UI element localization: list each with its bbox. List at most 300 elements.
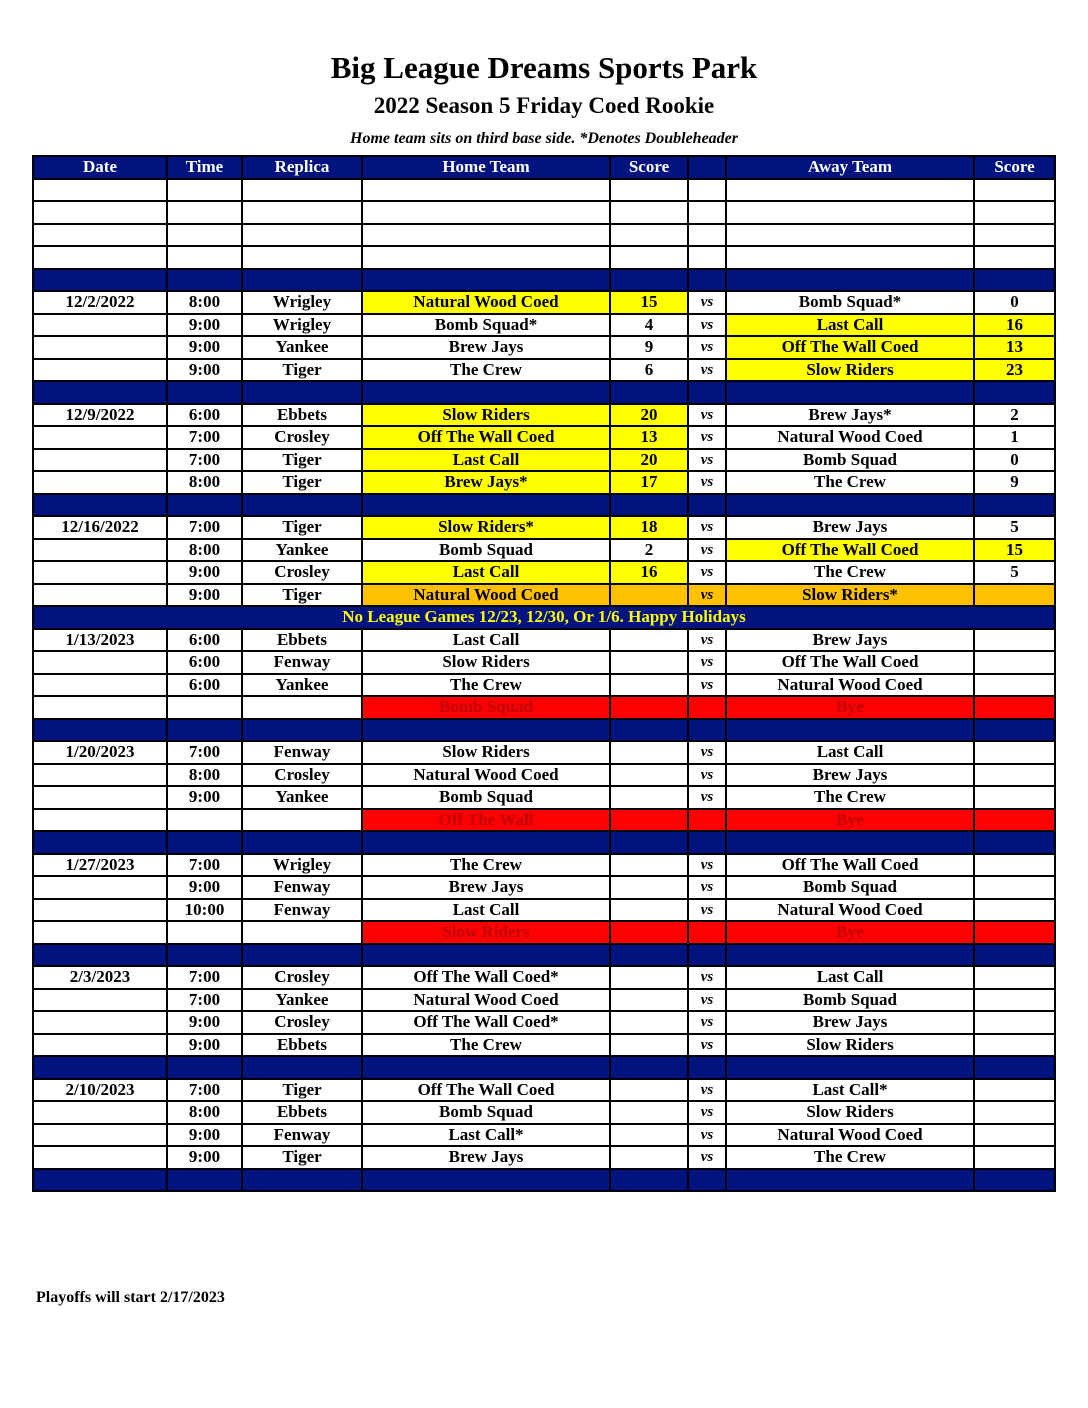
cell-date [33,786,167,809]
game-row [33,1011,1055,1034]
game-row [33,1146,1055,1169]
game-row [33,899,1055,922]
cell-time: 9:00 [167,1011,242,1034]
cell-replica [242,921,362,944]
cell-home-team: Off The Wall [362,809,610,832]
cell-home-score: 9 [610,336,688,359]
cell-vs [688,224,726,247]
cell-away-team: Slow Riders* [726,584,974,607]
cell-vs: vs [688,966,726,989]
cell-home-team: Slow Riders [362,921,610,944]
cell-away-team: Bye [726,809,974,832]
cell-vs [688,201,726,224]
cell-away-team: Natural Wood Coed [726,674,974,697]
cell-away-team: Off The Wall Coed [726,854,974,877]
cell-replica [242,269,362,292]
cell-home-team: Bomb Squad [362,1101,610,1124]
cell-vs [688,1169,726,1192]
cell-home-score [610,719,688,742]
cell-time: 9:00 [167,336,242,359]
cell-away-team: Bye [726,696,974,719]
cell-time: 7:00 [167,449,242,472]
cell-home-team: Brew Jays [362,876,610,899]
week-separator-row [33,381,1055,404]
cell-home-score [610,1146,688,1169]
cell-time: 9:00 [167,1034,242,1057]
cell-away-team [726,269,974,292]
cell-home-score: 20 [610,404,688,427]
cell-time: 8:00 [167,291,242,314]
cell-time: 6:00 [167,674,242,697]
cell-home-team: Off The Wall Coed [362,1079,610,1102]
cell-away-team: Brew Jays* [726,404,974,427]
cell-away-team [726,719,974,742]
cell-replica: Tiger [242,516,362,539]
cell-home-score [610,1011,688,1034]
cell-date [33,336,167,359]
cell-away-score [974,966,1055,989]
cell-away-score [974,921,1055,944]
cell-vs [688,381,726,404]
cell-date [33,899,167,922]
game-row [33,989,1055,1012]
cell-replica: Crosley [242,561,362,584]
cell-away-team: Brew Jays [726,629,974,652]
cell-replica: Wrigley [242,314,362,337]
cell-replica: Crosley [242,966,362,989]
cell-away-team: Natural Wood Coed [726,1124,974,1147]
game-row [33,1079,1055,1102]
cell-date: 12/9/2022 [33,404,167,427]
cell-away-score [974,854,1055,877]
cell-home-team: Off The Wall Coed* [362,966,610,989]
cell-home-team: Slow Riders [362,404,610,427]
cell-home-score [610,1124,688,1147]
cell-home-score: 20 [610,449,688,472]
cell-home-team: Natural Wood Coed [362,764,610,787]
week-separator-row [33,1169,1055,1192]
cell-vs: vs [688,1079,726,1102]
cell-home-team: Last Call* [362,1124,610,1147]
game-row [33,921,1055,944]
cell-home-score [610,854,688,877]
cell-home-team: Bomb Squad [362,696,610,719]
cell-away-team: Brew Jays [726,764,974,787]
cell-date [33,359,167,382]
cell-replica: Wrigley [242,854,362,877]
cell-vs: vs [688,786,726,809]
cell-away-score: 15 [974,539,1055,562]
cell-replica: Ebbets [242,404,362,427]
cell-away-team: Slow Riders [726,1034,974,1057]
cell-away-score [974,224,1055,247]
cell-vs: vs [688,1124,726,1147]
cell-date [33,269,167,292]
cell-home-team: The Crew [362,854,610,877]
cell-away-score [974,876,1055,899]
cell-away-score [974,246,1055,269]
cell-time: 8:00 [167,1101,242,1124]
cell-home-team: Last Call [362,561,610,584]
cell-time [167,224,242,247]
col-header-away-team: Away Team [726,156,974,179]
cell-home-team: Bomb Squad* [362,314,610,337]
cell-time [167,809,242,832]
cell-away-score [974,696,1055,719]
cell-vs: vs [688,651,726,674]
cell-home-team: Bomb Squad [362,786,610,809]
cell-home-score [610,764,688,787]
week-separator-row [33,1056,1055,1079]
cell-replica: Fenway [242,876,362,899]
cell-time: 7:00 [167,989,242,1012]
game-row [33,516,1055,539]
cell-date [33,1146,167,1169]
cell-home-team [362,944,610,967]
cell-replica: Yankee [242,336,362,359]
cell-replica [242,224,362,247]
cell-time: 7:00 [167,426,242,449]
cell-away-team: Bye [726,921,974,944]
cell-away-team: Off The Wall Coed [726,651,974,674]
cell-date [33,674,167,697]
cell-time: 8:00 [167,539,242,562]
cell-date [33,1011,167,1034]
cell-replica: Ebbets [242,1101,362,1124]
cell-home-team: Natural Wood Coed [362,291,610,314]
cell-replica: Tiger [242,584,362,607]
cell-date [33,471,167,494]
cell-vs [688,1056,726,1079]
cell-vs: vs [688,629,726,652]
cell-vs: vs [688,291,726,314]
cell-away-team [726,246,974,269]
cell-time: 9:00 [167,876,242,899]
cell-vs: vs [688,674,726,697]
cell-date [33,831,167,854]
cell-away-score [974,381,1055,404]
cell-away-team: Bomb Squad [726,449,974,472]
cell-date [33,201,167,224]
cell-away-score [974,1011,1055,1034]
cell-replica: Ebbets [242,1034,362,1057]
game-row [33,359,1055,382]
cell-away-score: 23 [974,359,1055,382]
week-separator-row [33,494,1055,517]
cell-date: 2/10/2023 [33,1079,167,1102]
cell-date [33,921,167,944]
cell-date [33,246,167,269]
cell-time: 9:00 [167,786,242,809]
cell-time [167,494,242,517]
cell-vs: vs [688,336,726,359]
blank-row [33,224,1055,247]
cell-date [33,944,167,967]
cell-home-team [362,201,610,224]
cell-replica: Tiger [242,1079,362,1102]
week-separator-row [33,831,1055,854]
cell-replica: Yankee [242,674,362,697]
cell-away-team [726,224,974,247]
col-header-home-score: Score [610,156,688,179]
cell-vs: vs [688,404,726,427]
cell-replica [242,831,362,854]
game-row [33,809,1055,832]
cell-time: 9:00 [167,1124,242,1147]
cell-vs: vs [688,426,726,449]
cell-time: 9:00 [167,1146,242,1169]
cell-date [33,1101,167,1124]
cell-time: 8:00 [167,764,242,787]
week-separator-row [33,719,1055,742]
cell-away-team: Slow Riders [726,359,974,382]
cell-home-team: Brew Jays [362,336,610,359]
cell-away-score: 9 [974,471,1055,494]
game-row [33,651,1055,674]
cell-time [167,201,242,224]
cell-vs: vs [688,1101,726,1124]
cell-home-score [610,921,688,944]
cell-replica: Tiger [242,359,362,382]
game-row [33,696,1055,719]
cell-away-score: 13 [974,336,1055,359]
cell-date [33,539,167,562]
cell-home-score [610,809,688,832]
game-row [33,876,1055,899]
game-row [33,539,1055,562]
cell-replica: Tiger [242,449,362,472]
cell-time [167,381,242,404]
col-header-away-score: Score [974,156,1055,179]
cell-time: 7:00 [167,966,242,989]
cell-vs: vs [688,359,726,382]
cell-date: 12/2/2022 [33,291,167,314]
cell-home-team: The Crew [362,1034,610,1057]
game-row [33,449,1055,472]
cell-away-score [974,584,1055,607]
col-header-date: Date [33,156,167,179]
cell-home-team [362,1169,610,1192]
cell-home-team: Slow Riders [362,741,610,764]
cell-away-score [974,1034,1055,1057]
cell-home-score [610,651,688,674]
cell-replica: Ebbets [242,629,362,652]
cell-vs [688,494,726,517]
cell-home-score [610,696,688,719]
cell-home-score: 6 [610,359,688,382]
cell-home-score [610,1101,688,1124]
cell-time: 6:00 [167,404,242,427]
cell-home-team: Slow Riders* [362,516,610,539]
cell-away-team: Brew Jays [726,1011,974,1034]
week-separator-row [33,944,1055,967]
cell-away-team [726,179,974,202]
cell-home-score [610,381,688,404]
cell-date [33,696,167,719]
blank-row [33,246,1055,269]
col-header-home-team: Home Team [362,156,610,179]
cell-away-team: Brew Jays [726,516,974,539]
cell-vs: vs [688,516,726,539]
cell-date [33,764,167,787]
cell-away-team: The Crew [726,471,974,494]
cell-time [167,921,242,944]
cell-home-score [610,584,688,607]
cell-home-team: Bomb Squad [362,539,610,562]
cell-replica: Fenway [242,741,362,764]
cell-home-score [610,201,688,224]
cell-home-score [610,629,688,652]
col-header-replica: Replica [242,156,362,179]
cell-replica [242,494,362,517]
col-header-vs [688,156,726,179]
cell-home-score: 16 [610,561,688,584]
cell-replica: Fenway [242,1124,362,1147]
cell-vs: vs [688,539,726,562]
cell-date [33,719,167,742]
cell-home-score [610,786,688,809]
header-row [33,156,1055,179]
cell-replica: Crosley [242,1011,362,1034]
cell-home-team: Last Call [362,629,610,652]
cell-home-score [610,494,688,517]
cell-home-score: 15 [610,291,688,314]
cell-time [167,719,242,742]
cell-time: 7:00 [167,741,242,764]
cell-date [33,989,167,1012]
cell-home-team: Brew Jays* [362,471,610,494]
cell-home-score [610,1169,688,1192]
cell-date [33,179,167,202]
cell-replica [242,944,362,967]
cell-home-score [610,741,688,764]
cell-time: 6:00 [167,651,242,674]
cell-away-team: Last Call [726,314,974,337]
schedule-note: Home team sits on third base side. *Denotes Doubleheader [350,130,738,147]
cell-time: 7:00 [167,516,242,539]
game-row [33,764,1055,787]
cell-vs: vs [688,899,726,922]
cell-away-team: Off The Wall Coed [726,539,974,562]
game-row [33,471,1055,494]
cell-time: 9:00 [167,584,242,607]
cell-home-score [610,899,688,922]
cell-away-team [726,831,974,854]
game-row [33,1034,1055,1057]
cell-vs [688,696,726,719]
cell-date [33,426,167,449]
cell-away-score [974,899,1055,922]
cell-vs: vs [688,876,726,899]
cell-vs: vs [688,449,726,472]
cell-replica [242,696,362,719]
cell-date [33,449,167,472]
cell-away-team [726,494,974,517]
cell-home-team: Natural Wood Coed [362,989,610,1012]
cell-away-score [974,651,1055,674]
cell-home-score [610,246,688,269]
cell-time: 9:00 [167,314,242,337]
blank-row [33,179,1055,202]
cell-away-score: 1 [974,426,1055,449]
cell-date: 1/27/2023 [33,854,167,877]
cell-replica: Tiger [242,1146,362,1169]
cell-away-team: Bomb Squad [726,989,974,1012]
cell-date [33,561,167,584]
holiday-message: No League Games 12/23, 12/30, Or 1/6. Happy Holidays [33,606,1055,629]
cell-time [167,831,242,854]
game-row [33,1124,1055,1147]
cell-home-team [362,381,610,404]
cell-away-team: Last Call* [726,1079,974,1102]
cell-away-score [974,674,1055,697]
cell-away-score [974,719,1055,742]
cell-away-team: Off The Wall Coed [726,336,974,359]
cell-away-score [974,179,1055,202]
cell-vs: vs [688,1146,726,1169]
cell-home-score [610,989,688,1012]
page-title: Big League Dreams Sports Park [330,50,758,85]
cell-time [167,179,242,202]
cell-away-score: 5 [974,561,1055,584]
game-row [33,966,1055,989]
cell-home-score [610,674,688,697]
cell-home-team: Slow Riders [362,651,610,674]
cell-home-team: Off The Wall Coed [362,426,610,449]
cell-replica [242,1169,362,1192]
cell-away-score [974,1079,1055,1102]
cell-away-score: 0 [974,291,1055,314]
cell-away-score [974,786,1055,809]
cell-time: 7:00 [167,854,242,877]
cell-vs: vs [688,989,726,1012]
cell-home-team: The Crew [362,359,610,382]
cell-vs [688,246,726,269]
cell-away-team [726,1056,974,1079]
cell-away-score [974,764,1055,787]
schedule-body [33,179,1055,1192]
week-separator-row [33,269,1055,292]
cell-home-score: 18 [610,516,688,539]
col-header-time: Time [167,156,242,179]
cell-date [33,381,167,404]
cell-away-team: Last Call [726,741,974,764]
cell-home-score: 13 [610,426,688,449]
cell-home-score: 2 [610,539,688,562]
cell-home-score [610,944,688,967]
cell-replica: Yankee [242,989,362,1012]
cell-replica: Tiger [242,471,362,494]
cell-away-team [726,381,974,404]
cell-away-team: The Crew [726,1146,974,1169]
cell-replica: Yankee [242,539,362,562]
schedule-table [32,155,1056,1192]
cell-replica [242,246,362,269]
cell-away-score [974,741,1055,764]
cell-home-team [362,179,610,202]
cell-time [167,269,242,292]
cell-date [33,1056,167,1079]
cell-time: 9:00 [167,359,242,382]
cell-away-score [974,1056,1055,1079]
cell-away-team: Natural Wood Coed [726,426,974,449]
cell-date [33,876,167,899]
cell-away-score: 16 [974,314,1055,337]
cell-date [33,494,167,517]
cell-replica: Crosley [242,426,362,449]
cell-replica: Crosley [242,764,362,787]
cell-home-score [610,179,688,202]
